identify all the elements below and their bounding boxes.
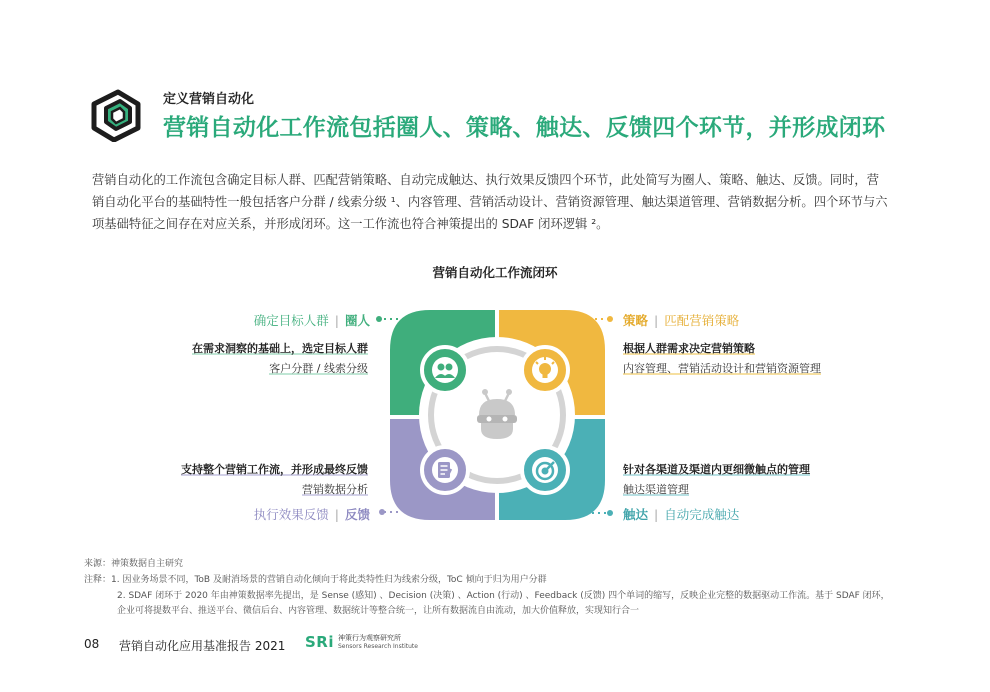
tag-target-audience bbox=[254, 311, 370, 329]
tag-short-text: 触达 bbox=[623, 507, 649, 522]
paragraph-line-2: 销自动化平台的基础特性一般包括客户分群 / 线索分级 ¹、内容管理、营销活动设计、营销资源管理、触达渠道管理、营销数据分析。四个环节与六 bbox=[92, 195, 888, 209]
tag-main-text: 自动完成触达 bbox=[664, 507, 740, 522]
lightbulb-icon bbox=[520, 345, 570, 395]
tag-feedback bbox=[254, 505, 370, 523]
tag-main-text: 匹配营销策略 bbox=[664, 313, 740, 328]
tag-main-text: 执行效果反馈 bbox=[253, 507, 329, 522]
footnote-1: 注释：1. 因业务场景不同，ToB 及耐消场景的营销自动化倾向于将此类特性归为线索分级，ToC 倾向于归为用户分群 bbox=[84, 575, 547, 585]
page-number: 08 bbox=[84, 637, 100, 651]
document-edit-icon bbox=[420, 445, 470, 495]
sri-logo-en: Sensors Research Institute bbox=[338, 642, 418, 650]
tag-short-text: 反馈 bbox=[344, 507, 370, 522]
tag-strategy bbox=[623, 311, 739, 329]
footnote-2-line-1: 2. SDAF 闭环于 2020 年由神策数据率先提出，是 Sense (感知) 、Decision (决策) 、Action (行动) 、Feedback (反馈) 四个单词的缩写，反映企业完整的数据驱动工作流。基于 SDAF 闭环， bbox=[117, 591, 890, 601]
report-title: 营销自动化应用基准报告 2021 bbox=[119, 639, 286, 653]
sri-logo-cn: 神策行为观察研究所 bbox=[338, 633, 401, 642]
robot-icon bbox=[467, 385, 527, 445]
desc-normal-strategy: 内容管理、营销活动设计和营销资源管理 bbox=[623, 362, 821, 375]
desc-normal-reach: 触达渠道管理 bbox=[623, 483, 689, 496]
tag-divider: | bbox=[654, 507, 659, 522]
desc-bold-reach: 针对各渠道及渠道内更细微触点的管理 bbox=[623, 463, 810, 476]
tag-reach bbox=[623, 505, 739, 523]
sri-logo bbox=[305, 633, 418, 651]
users-icon bbox=[420, 345, 470, 395]
footnote-2-line-2: 企业可将提数平台、推送平台、微信后台、内容管理、数据统计等整合统一，让所有数据流自由流动，加大价值释放，实现知行合一 bbox=[117, 606, 640, 616]
page-headline: 营销自动化工作流包括圈人、策略、触达、反馈四个环节，并形成闭环 bbox=[163, 115, 886, 141]
tag-main-text: 确定目标人群 bbox=[253, 313, 329, 328]
paragraph-line-1: 营销自动化的工作流包含确定目标人群、匹配营销策略、自动完成触达、执行效果反馈四个环节，此处简写为圈人、策略、触达、反馈。同时，营 bbox=[92, 173, 880, 187]
desc-bold-strategy: 根据人群需求决定营销策略 bbox=[623, 342, 755, 355]
tag-divider: | bbox=[334, 313, 339, 328]
diagram-title: 营销自动化工作流闭环 bbox=[432, 265, 558, 280]
tag-short-text: 策略 bbox=[623, 313, 649, 328]
desc-normal-feedback: 营销数据分析 bbox=[302, 483, 368, 496]
desc-normal-target-audience: 客户分群 / 线索分级 bbox=[269, 362, 368, 375]
tag-short-text: 圈人 bbox=[344, 313, 370, 328]
paragraph-line-3: 项基础特征之间存在对应关系，并形成闭环。这一工作流也符合神策提出的 SDAF 闭环逻辑 ²。 bbox=[92, 217, 609, 231]
sri-logo-mark: SRi bbox=[305, 633, 334, 651]
tag-divider: | bbox=[334, 507, 339, 522]
desc-bold-feedback: 支持整个营销工作流，并形成最终反馈 bbox=[181, 463, 368, 476]
desc-bold-target-audience: 在需求洞察的基础上，选定目标人群 bbox=[192, 342, 368, 355]
tag-divider: | bbox=[654, 313, 659, 328]
source-note: 来源：神策数据自主研究 bbox=[84, 559, 184, 569]
section-label: 定义营销自动化 bbox=[163, 92, 255, 107]
section-logo-icon bbox=[88, 86, 144, 142]
target-icon bbox=[520, 445, 570, 495]
